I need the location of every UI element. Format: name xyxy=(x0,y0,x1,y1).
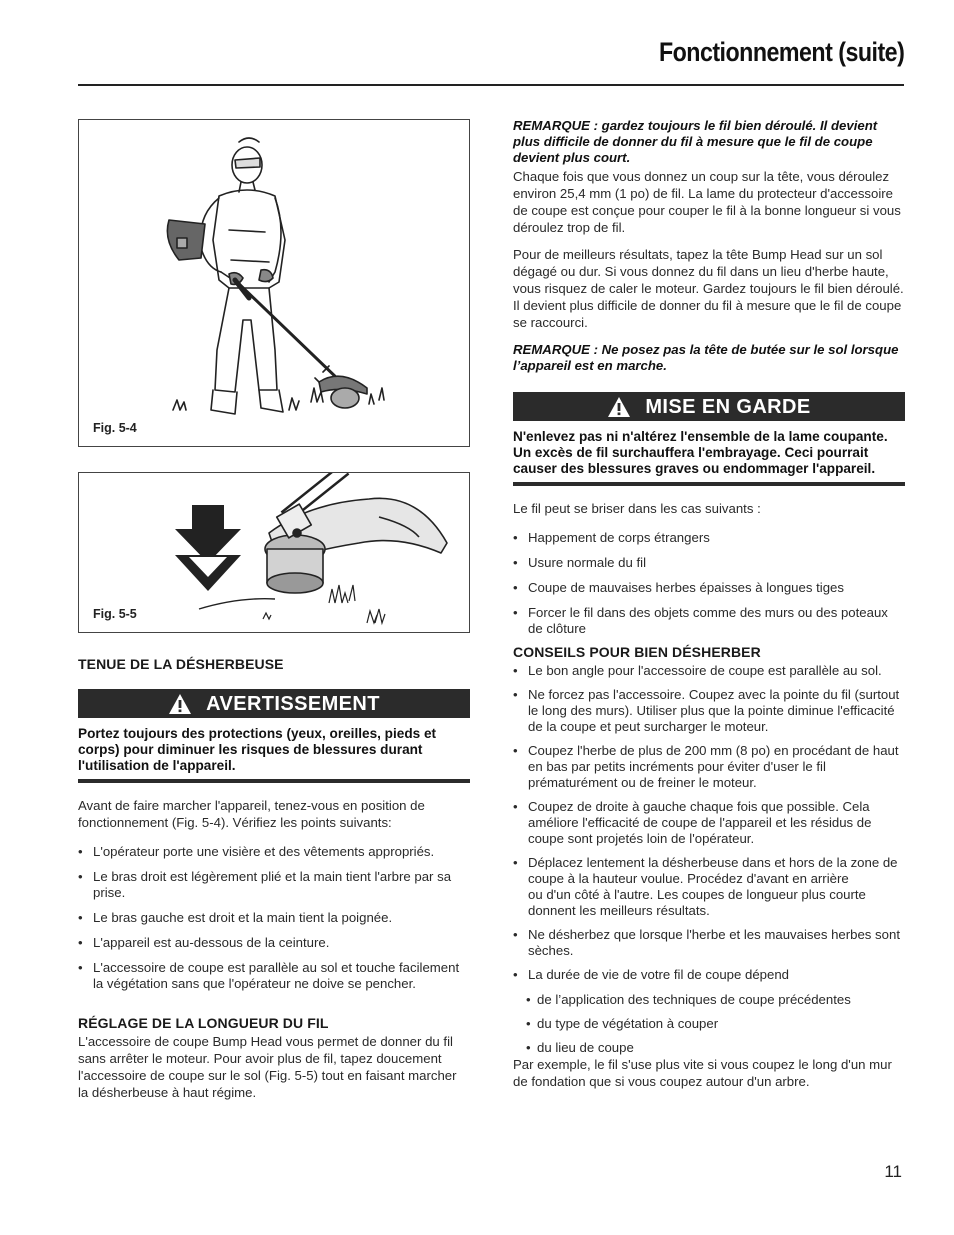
closing-text: Par exemple, le fil s'use plus vite si vous coupez le long d'un mur de fondation que si vous coupez autour d'un arbre. xyxy=(513,1057,892,1089)
para-1: Chaque fois que vous donnez un coup sur la tête, vous déroulez environ 25,4 mm (1 po) de fil. La lame du protecteur d'accessoire de coupe est conçue pour couper le fil à la bonne longueur si vous déroulez trop de fil. xyxy=(513,169,901,235)
list-item: • Déplacez lentement la désherbeuse dans et hors de la zone de coupe à la hauteur voulue. Procédez d'avant en arrière ou d'un côté à l'autre. Les coupes de longueur plus courte donnent les meilleurs résultats. xyxy=(513,855,905,919)
list-item: • Happement de corps étrangers xyxy=(513,530,905,546)
figure-label: Fig. 5-4 xyxy=(93,421,137,435)
warning-rule xyxy=(78,779,470,783)
title-rule xyxy=(78,84,904,86)
sub-list xyxy=(513,992,905,1056)
list-item: • Ne forcez pas l'accessoire. Coupez avec la pointe du fil (surtout le long des murs). Utiliser plus que la pointe diminue l'efficacité de la coupe et peut surcharger le moteur. xyxy=(513,687,905,735)
figure-label: Fig. 5-5 xyxy=(93,607,137,621)
remark-2: REMARQUE : Ne posez pas la tête de butée sur le sol lorsque l’appareil est en marche. xyxy=(513,342,899,373)
length-text: L'accessoire de coupe Bump Head vous permet de donner du fil sans arrêter le moteur. Pour avoir plus de fil, tapez doucement l'accessoire de coupe sur le sol (Fig. 5-5) tout en faisant marcher la désherbeuse à haut régime. xyxy=(78,1034,457,1100)
right-column xyxy=(513,118,905,1090)
list-item: • L'accessoire de coupe est parallèle au sol et touche facilement la végétation sans que l'opérateur ne doive se pencher. xyxy=(78,960,470,992)
page-number: 11 xyxy=(884,1162,902,1181)
list-item: • Le bras droit est légèrement plié et la main tient l'arbre par sa prise. xyxy=(78,869,470,901)
break-intro: Le fil peut se briser dans les cas suivants : xyxy=(513,501,761,516)
warning-icon xyxy=(168,693,192,715)
page-title: Fonctionnement (suite) xyxy=(658,37,904,67)
holding-title: TENUE DE LA DÉSHERBEUSE xyxy=(78,656,284,672)
length-title: RÉGLAGE DE LA LONGUEUR DU FIL xyxy=(78,1015,329,1031)
down-arrow-icon xyxy=(175,505,241,591)
para-2: Pour de meilleurs résultats, tapez la tête Bump Head sur un sol dégagé ou dur. Si vous donnez du fil dans un lieu d'herbe haute, vous risquez de caler le moteur. Gardez toujours le fil bien déroulé. Il devient plus difficile de donner du fil à mesure que le fil de coupe se raccourci. xyxy=(513,247,904,330)
tips-list xyxy=(513,663,905,983)
list-item: • Forcer le fil dans des objets comme des murs ou des poteaux de clôture xyxy=(513,605,905,637)
tips-title: CONSEILS POUR BIEN DÉSHERBER xyxy=(513,644,761,660)
list-item: • L'appareil est au-dessous de la ceinture. xyxy=(78,935,470,951)
break-list xyxy=(513,530,905,637)
intro-text: Avant de faire marcher l'appareil, tenez-vous en position de fonctionnement (Fig. 5-4). Vérifiez les points suivants: xyxy=(78,798,425,830)
figure-5-5 xyxy=(78,472,470,633)
remark-1: REMARQUE : gardez toujours le fil bien déroulé. Il devient plus difficile de donner du fil à mesure que le fil de coupe devient plus court. xyxy=(513,118,878,165)
list-item: • La durée de vie de votre fil de coupe dépend xyxy=(513,967,905,983)
sub-list-item: • du type de végétation à couper xyxy=(513,1016,905,1032)
warning-icon xyxy=(607,396,631,418)
list-item: • L'opérateur porte une visière et des vêtements appropriés. xyxy=(78,844,470,860)
left-column xyxy=(78,656,470,1101)
sub-list-item: • de l’application des techniques de coupe précédentes xyxy=(513,992,905,1008)
warning-text: Portez toujours des protections (yeux, oreilles, pieds et corps) pour diminuer les risques de blessures durant l'utilisation de l'appareil. xyxy=(78,726,437,773)
list-item: • Le bras gauche est droit et la main tient la poignée. xyxy=(78,910,470,926)
list-item: • Coupez de droite à gauche chaque fois que possible. Cela améliore l'efficacité de coupe de l'appareil et les résidus de coupe sont projetés loin de l'opérateur. xyxy=(513,799,905,847)
figure-5-4 xyxy=(78,119,470,447)
list-item: • Le bon angle pour l'accessoire de coupe est parallèle au sol. xyxy=(513,663,905,679)
operator-illustration xyxy=(79,120,469,446)
list-item: • Coupez l'herbe de plus de 200 mm (8 po) en procédant de haut en bas par petits incréments pour éviter d'user le fil prématurément ou de freiner le moteur. xyxy=(513,743,905,791)
warning-banner-label: AVERTISSEMENT xyxy=(206,692,380,715)
sub-list-item: • du lieu de coupe xyxy=(513,1040,905,1056)
caution-rule xyxy=(513,482,905,486)
list-item: • Coupe de mauvaises herbes épaisses à longues tiges xyxy=(513,580,905,596)
checks-list xyxy=(78,844,470,992)
caution-banner-label: MISE EN GARDE xyxy=(645,395,811,418)
list-item: • Ne désherbez que lorsque l'herbe et les mauvaises herbes sont sèches. xyxy=(513,927,905,959)
warning-banner xyxy=(78,689,470,718)
list-item: • Usure normale du fil xyxy=(513,555,905,571)
bump-head-illustration xyxy=(79,473,469,632)
caution-banner xyxy=(513,392,905,421)
caution-text: N'enlevez pas ni n'altérez l'ensemble de la lame coupante. Un excès de fil surchauffera l'embrayage. Ceci pourrait causer des blessures graves ou endommager l'appareil. xyxy=(513,429,888,476)
